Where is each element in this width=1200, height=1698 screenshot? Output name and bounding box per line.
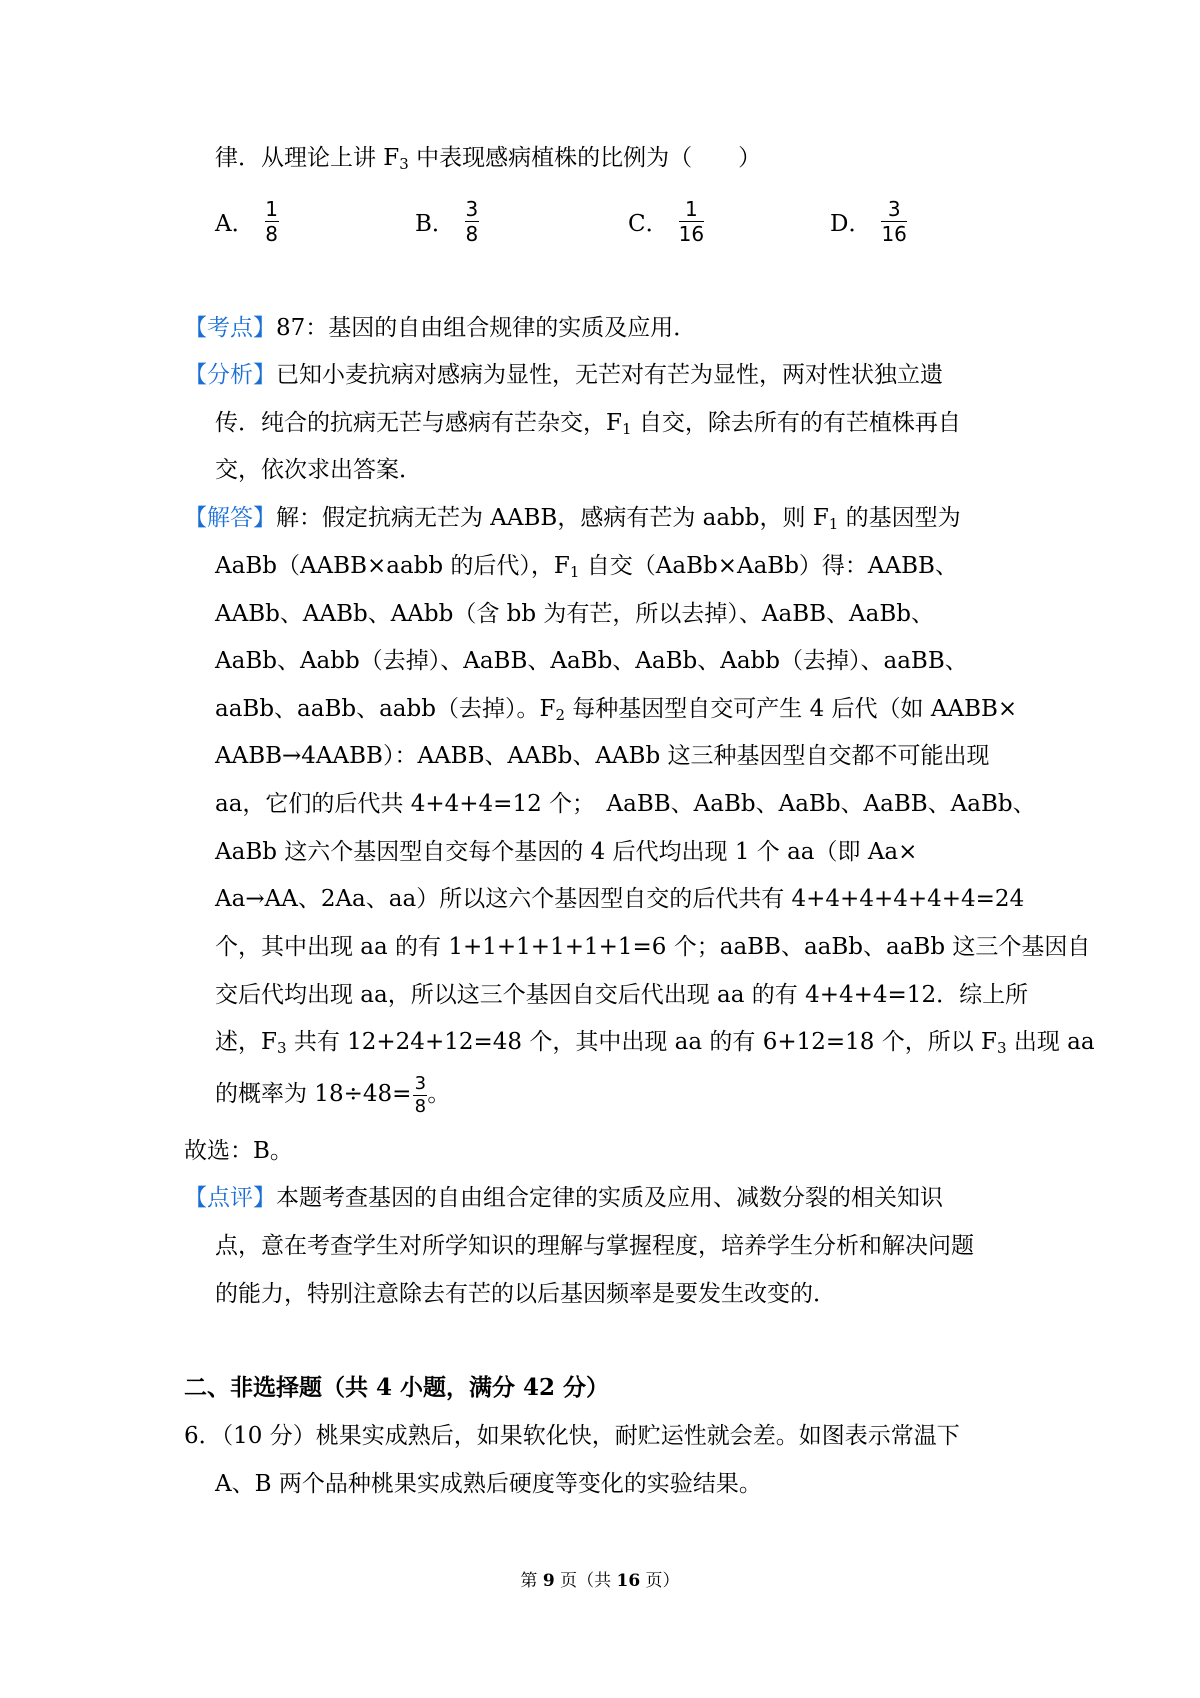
question-6-line-1: 6．（10 分）桃果实成熟后，如果软化快，耐贮运性就会差。如图表示常温下 (184, 1423, 960, 1449)
jieda-line-13: 的概率为 18÷48= $\frac{3}{8}$ 。 (215, 1072, 451, 1117)
fenxi-line-3: 交，依次求出答案． (215, 457, 422, 483)
jieda-line-11: 交后代均出现 aa，所以这三个基因自交后代出现 aa 的有 4+4+4=12．综上所 (215, 982, 1029, 1008)
option-b: B． $\frac{3}{8}$ (415, 197, 479, 246)
jieda-line-9: Aa→AA、2Aa、aa）所以这六个基因型自交的后代共有 4+4+4+4+4+4=24 (215, 886, 1025, 912)
jieda-line-12: 述，$F_3$ 共有 12+24+12=48 个，其中出现 aa 的有 6+12=18 个，所以 $F_3$ 出现 aa (215, 1029, 1095, 1057)
kaodian-line: 【考点】87：基因的自由组合规律的实质及应用． (184, 315, 697, 341)
question-stem: 律．从理论上讲 $F_3$ 中表现感病植株的比例为（ ） (215, 145, 762, 173)
jieda-line-1: 【解答】解：假定抗病无芒为 AABB，感病有芒为 aabb，则 $F_1$ 的基因型为 (184, 505, 961, 533)
option-d-fraction: $\frac{3}{16}$ (881, 197, 907, 246)
page-number: 9 (542, 1571, 555, 1591)
option-d: D． $\frac{3}{16}$ (830, 197, 907, 246)
jieda-line-5: aaBb、aaBb、aabb（去掉）。$F_2$ 每种基因型自交可产生 4 后代（如 AABB× (215, 696, 1018, 724)
jieda-line-7: aa，它们的后代共 4+4+4=12 个； AaBB、AaBb、AaBb、AaBB、AaBb、 (215, 791, 1036, 817)
option-a-fraction: $\frac{1}{8}$ (265, 197, 278, 246)
jieda-line-10: 个，其中出现 aa 的有 1+1+1+1+1+1=6 个；aaBB、aaBb、aaBb 这三个基因自 (215, 934, 1091, 960)
jieda-label: 【解答】 (184, 505, 276, 531)
dianping-line-2: 点，意在考查学生对所学知识的理解与掌握程度，培养学生分析和解决问题 (215, 1233, 974, 1259)
jieda-line-8: AaBb 这六个基因型自交每个基因的 4 后代均出现 1 个 aa（即 Aa× (215, 839, 918, 865)
option-a: A． $\frac{1}{8}$ (215, 197, 278, 246)
fenxi-line-1: 【分析】已知小麦抗病对感病为显性，无芒对有芒为显性，两对性状独立遗 (184, 362, 943, 388)
probability-fraction: $\frac{3}{8}$ (414, 1072, 427, 1117)
section-title: 二、非选择题（共 4 小题，满分 42 分） (184, 1374, 610, 1401)
option-b-fraction: $\frac{3}{8}$ (465, 197, 479, 246)
jieda-line-3: AABb、AABb、AAbb（含 bb 为有芒，所以去掉）、AaBB、AaBb、 (215, 601, 934, 627)
question-6-line-2: A、B 两个品种桃果实成熟后硬度等变化的实验结果。 (215, 1471, 762, 1497)
dianping-line-3: 的能力，特别注意除去有芒的以后基因频率是要发生改变的． (215, 1281, 836, 1307)
answer-choice: 故选：B。 (184, 1138, 293, 1164)
option-c-fraction: $\frac{1}{16}$ (678, 197, 705, 246)
dianping-label: 【点评】 (184, 1185, 276, 1211)
option-c: C． $\frac{1}{16}$ (628, 197, 705, 246)
fenxi-line-2: 传．纯合的抗病无芒与感病有芒杂交，$F_1$ 自交，除去所有的有芒植株再自 (215, 410, 961, 438)
kaodian-label: 【考点】 (184, 315, 276, 341)
jieda-line-2: AaBb（AABB×aabb 的后代），$F_1$ 自交（AaBb×AaBb）得：AABB、 (215, 553, 958, 581)
jieda-line-6: AABB→4AABB）：AABB、AABb、AABb 这三种基因型自交都不可能出现 (215, 743, 990, 769)
jieda-line-4: AaBb、Aabb（去掉）、AaBB、AaBb、AaBb、Aabb（去掉）、aaBB、 (215, 648, 968, 674)
page-total: 16 (616, 1571, 641, 1591)
fenxi-label: 【分析】 (184, 362, 276, 388)
dianping-line-1: 【点评】本题考查基因的自由组合定律的实质及应用、减数分裂的相关知识 (184, 1185, 943, 1211)
page-footer: 第 9 页（共 16 页） (520, 1571, 680, 1591)
